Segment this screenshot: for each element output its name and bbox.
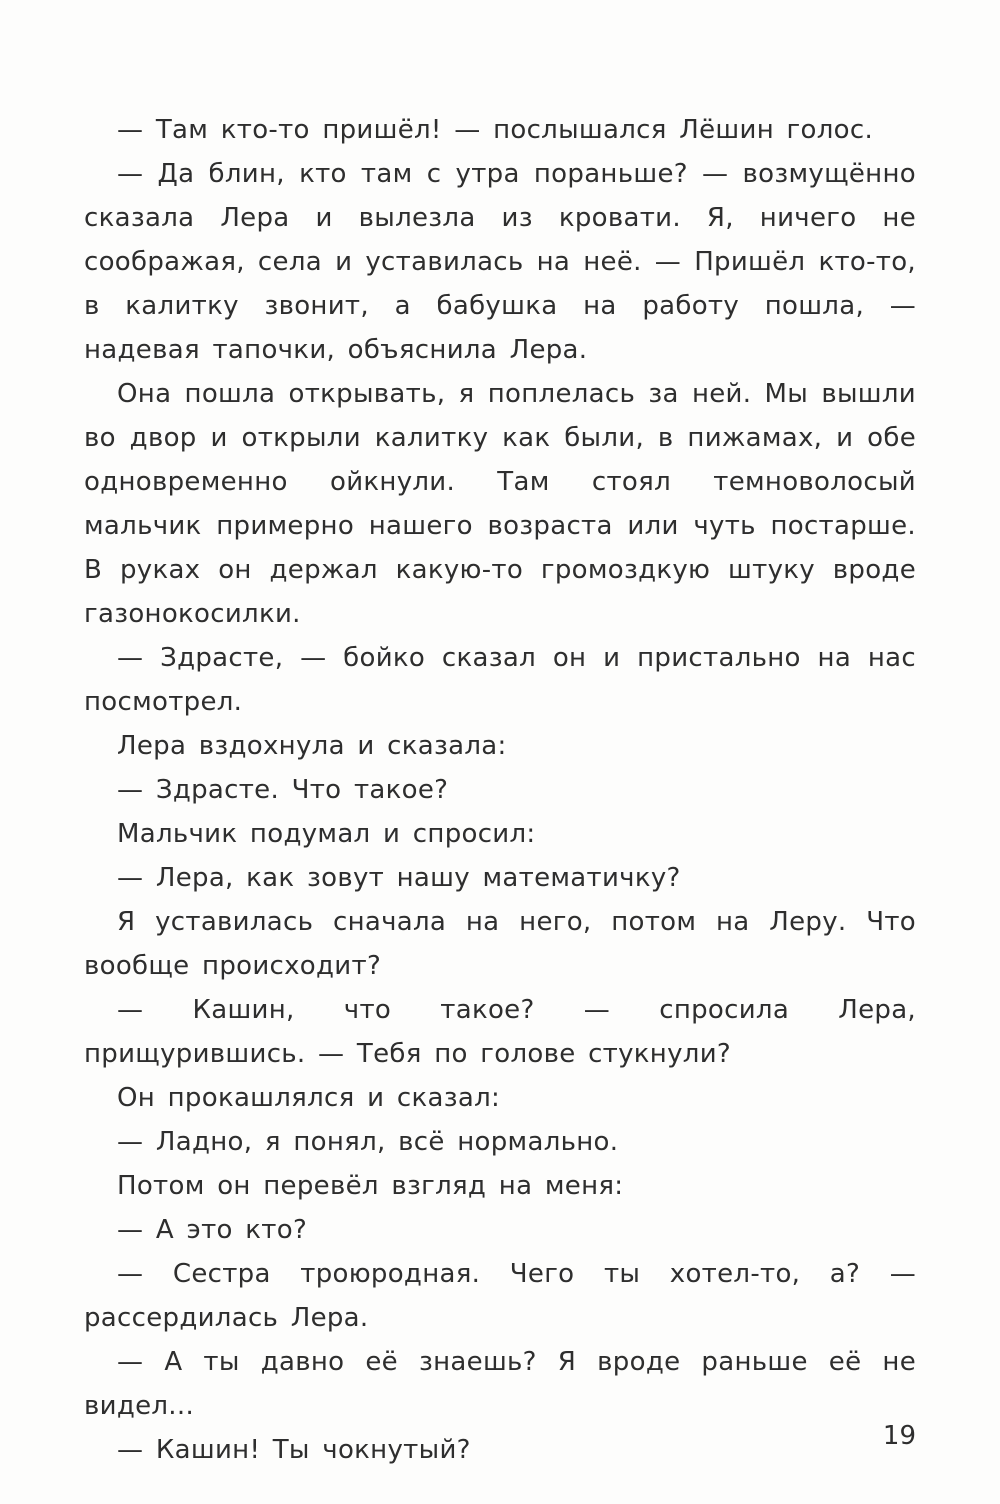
paragraph: — Там кто-то пришёл! — послышался Лёшин голос. [117, 115, 874, 145]
paragraph: — А это кто? [117, 1215, 308, 1245]
paragraph: Она пошла открывать, я поплелась за ней. Мы вышли во двор и открыли калитку как были, в пижамах, и обе одновременно ойкнули. Там стоял темноволосый мальчик примерно нашего возраста или чуть постарше. В руках он держал какую-то громоздкую штуку вроде газонокосилки. [84, 379, 916, 629]
paragraph: — Ладно, я понял, всё нормально. [117, 1127, 619, 1157]
paragraph: — Здрасте. Что такое? [117, 775, 449, 805]
paragraph: Потом он перевёл взгляд на меня: [117, 1171, 624, 1201]
paragraph: Он прокашлялся и сказал: [117, 1083, 501, 1113]
body-text [84, 108, 916, 1472]
paragraph: — Здрасте, — бойко сказал он и пристально на нас посмотрел. [84, 643, 916, 717]
paragraph: — Да блин, кто там с утра пораньше? — возмущённо сказала Лера и вылезла из кровати. Я, ничего не соображая, села и уставилась на неё. — Пришёл кто-то, в калитку звонит, а бабушка на работу пошла, — надевая тапочки, объяснила Лера. [84, 159, 916, 365]
paragraph: — Кашин, что такое? — спросила Лера, прищурившись. — Тебя по голове стукнули? [84, 995, 916, 1069]
paragraph: Мальчик подумал и спросил: [117, 819, 536, 849]
paragraph: Лера вздохнула и сказала: [117, 731, 507, 761]
paragraph: Я уставилась сначала на него, потом на Леру. Что вообще происходит? [84, 907, 916, 981]
paragraph: — Лера, как зовут нашу математичку? [117, 863, 681, 893]
paragraph: — А ты давно её знаешь? Я вроде раньше её не видел... [84, 1347, 916, 1421]
page-number: 19 [882, 1421, 916, 1451]
paragraph: — Кашин! Ты чокнутый? [117, 1435, 471, 1465]
paragraph: — Сестра троюродная. Чего ты хотел-то, а? — рассердилась Лера. [84, 1259, 916, 1333]
